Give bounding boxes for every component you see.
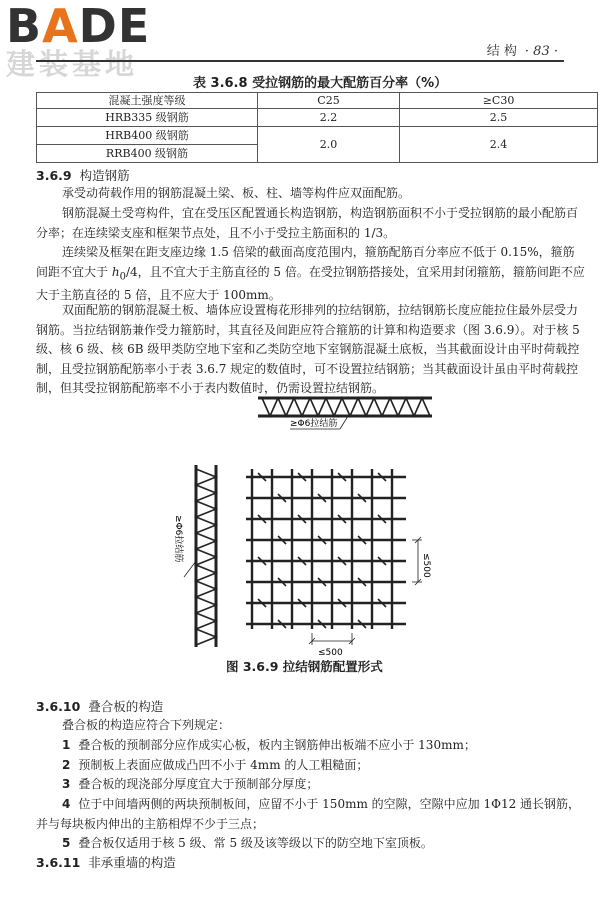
table-cell: 2.4 <box>400 127 598 163</box>
list-item: 1 叠合板的预制部分应作成实心板，板内主钢筋伸出板端不应小于 130mm； <box>62 738 476 752</box>
table-header-label: 混凝土强度等级 <box>37 93 258 109</box>
mesh-plan-diagram <box>246 469 406 629</box>
section-title: 叠合板的构造 <box>88 699 164 714</box>
table-row <box>37 127 598 145</box>
running-header <box>487 40 558 59</box>
dimension-bottom <box>309 633 355 645</box>
dimension-bottom-label: ≤500 <box>318 648 343 655</box>
header-rule <box>36 60 564 62</box>
brand-logo <box>6 2 150 80</box>
section-heading-3-6-10: 3.6.10 叠合板的构造 <box>36 699 164 714</box>
table-cell: 2.0 <box>258 127 400 163</box>
table-header-c25: C25 <box>258 93 400 109</box>
paragraph: 钢筋混凝土受弯构件，宜在受压区配置通长构造钢筋，构造钢筋面积不小于受拉钢筋的最小配筋百分率；在连续梁支座和框架节点处，且不小于受拉主筋面积的 1/3。 <box>36 206 579 240</box>
table-cell-label: HRB335 级钢筋 <box>37 109 258 127</box>
running-section: 结 构 <box>486 44 517 59</box>
tie-bar-figure <box>0 385 600 655</box>
table-row <box>37 109 598 127</box>
section-title: 非承重墙的构造 <box>88 855 176 870</box>
table-cell-label: HRB400 级钢筋 <box>37 127 258 145</box>
page-number: · 83 · <box>524 44 558 59</box>
table-cell-label: RRB400 级钢筋 <box>37 145 258 163</box>
logo-accent-letter: A <box>42 0 79 53</box>
paragraph: 连续梁及框架在距支座边缘 1.5 倍梁的截面高度范围内，箍筋配筋百分率应不低于 0.15%，箍筋间距不宜大于 $h_0/4$，且不宜大于主筋直径的 5 倍。在受拉钢筋搭接处，宜采用封闭箍筋，箍筋间距不应大于主筋直径的 5 倍，且不应大于 100mm。 <box>36 245 585 303</box>
wall-section-diagram <box>184 465 216 647</box>
table-header-c30: ≥C30 <box>400 93 598 109</box>
list-item: 5 叠合板仅适用于核 5 级、常 5 级及该等级以下的防空地下室顶板。 <box>62 836 433 850</box>
dimension-right-label: ≤500 <box>421 553 431 578</box>
table-cell: 2.5 <box>400 109 598 127</box>
paragraph: 叠合板的构造应符合下列规定： <box>62 718 231 732</box>
table-header-row <box>37 93 598 109</box>
beam-section-diagram <box>258 398 432 429</box>
table-cell: 2.2 <box>258 109 400 127</box>
logo-tagline: 建装基地 <box>6 47 139 81</box>
section-title: 构造钢筋 <box>79 168 130 183</box>
label-top-tie: ≥Φ6拉结筋 <box>290 419 338 429</box>
dimension-right <box>412 537 422 585</box>
logo-wordmark: BADE <box>6 0 151 53</box>
list-item: 2 预制板上表面应做成凸凹不小于 4mm 的人工粗糙面； <box>62 758 369 772</box>
tie-marks <box>258 473 386 628</box>
reinforcement-ratio-table <box>36 92 598 163</box>
section-heading-3-6-11: 3.6.11 非承重墙的构造 <box>36 855 176 870</box>
list-item: 4 位于中间墙两侧的两块预制板间，应留不小于 150mm 的空隙，空隙中应加 1Φ12 通长钢筋，并与每块板内伸出的主筋相焊不少于三点； <box>36 797 581 831</box>
label-side-tie: ≥Φ6拉结筋 <box>173 515 183 563</box>
paragraph: 承受动荷载作用的钢筋混凝土梁、板、柱、墙等构件应双面配筋。 <box>62 186 411 200</box>
paragraph: 双面配筋的钢筋混凝土板、墙体应设置梅花形排列的拉结钢筋，拉结钢筋长度应能拉住最外层受力钢筋。当拉结钢筋兼作受力箍筋时，其直径及间距应符合箍筋的计算和构造要求（图 3.6.9）。对于核 5 级、核 6 级、核 6B 级甲类防空地下室和乙类防空地下室钢筋混凝土底板，当其截面设计由平时荷载控制，且受拉钢筋配筋率小于表 3.6.7 规定的数值时，可不设置拉结钢筋；当其截面设计虽由平时荷载控制，但其受拉钢筋配筋率不小于表内数值时，仍需设置拉结钢筋。 <box>36 303 580 395</box>
section-heading-3-6-9: 3.6.9 构造钢筋 <box>36 168 130 183</box>
list-item: 3 叠合板的现浇部分厚度宜大于预制部分厚度； <box>62 777 319 791</box>
figure-caption: 图 3.6.9 拉结钢筋配置形式 <box>226 659 383 674</box>
table-title: 表 3.6.8 受拉钢筋的最大配筋百分率（%） <box>193 76 448 91</box>
